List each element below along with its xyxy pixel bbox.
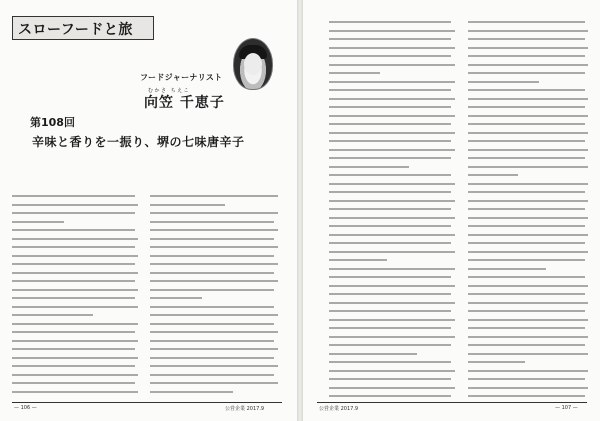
body-text-line (329, 395, 451, 397)
body-text-line (329, 183, 455, 185)
body-text-line (468, 140, 585, 142)
body-text-line (150, 391, 233, 393)
body-text-line (150, 348, 278, 350)
body-text-line (150, 238, 274, 240)
body-text-line (468, 370, 588, 372)
body-text-line (329, 208, 451, 210)
body-text-line (12, 280, 135, 282)
body-text-line (329, 191, 451, 193)
body-text-line (329, 132, 455, 134)
body-text-line (468, 395, 585, 397)
body-text-line (468, 166, 588, 168)
body-text-line (12, 306, 138, 308)
body-text-line (468, 106, 585, 108)
body-text-line (468, 319, 588, 321)
body-text-line (329, 302, 455, 304)
body-text-line (12, 221, 64, 223)
body-text-line (329, 217, 455, 219)
body-text-line (150, 221, 274, 223)
body-text-line (329, 200, 455, 202)
footer-rule-right (317, 402, 587, 403)
episode-number: 第108回 (30, 116, 75, 129)
body-text-line (329, 276, 451, 278)
body-text-line (329, 225, 451, 227)
body-text-line (12, 323, 138, 325)
body-text-line (468, 225, 585, 227)
body-text-line (329, 106, 451, 108)
body-text-line (468, 293, 585, 295)
body-text-line (468, 217, 588, 219)
body-text-line (468, 276, 585, 278)
left-page-number: — 106 — (14, 405, 37, 411)
body-text-line (329, 310, 451, 312)
body-text-line (12, 357, 138, 359)
body-text-line (12, 246, 135, 248)
body-text-line (150, 340, 274, 342)
body-text-line (150, 289, 274, 291)
body-text-line (329, 353, 417, 355)
body-text-line (329, 293, 451, 295)
series-title: スローフードと旅 (18, 22, 133, 38)
body-text-line (468, 200, 588, 202)
body-text-line (12, 204, 138, 206)
body-text-line (12, 212, 135, 214)
body-text-line (150, 280, 278, 282)
body-text-line (329, 140, 451, 142)
body-text-line (468, 387, 588, 389)
body-text-line (468, 378, 585, 380)
body-text-line (329, 149, 455, 151)
body-text-line (329, 47, 455, 49)
body-text-line (329, 285, 455, 287)
body-text-line (468, 234, 588, 236)
right-publication: 公営企業 2017.9 (319, 406, 359, 412)
body-text-line (150, 255, 274, 257)
body-text-line (12, 229, 135, 231)
body-text-line (329, 81, 455, 83)
author-name-ruby: むかさ ちえこ (148, 88, 191, 94)
body-text-line (329, 30, 455, 32)
body-text-line (150, 229, 278, 231)
body-text-line (468, 310, 585, 312)
body-text-line (150, 314, 278, 316)
body-text-line (150, 357, 274, 359)
body-text-line (468, 302, 588, 304)
body-text-line (329, 336, 455, 338)
body-text-line (329, 38, 451, 40)
body-text-line (468, 327, 585, 329)
body-text-line (468, 132, 588, 134)
body-text-line (329, 166, 409, 168)
body-text-line (468, 259, 585, 261)
body-text-line (150, 306, 274, 308)
body-text-line (468, 64, 588, 66)
series-header (12, 16, 154, 40)
body-text-line (468, 174, 518, 176)
body-text-line (468, 183, 588, 185)
body-text-line (150, 212, 278, 214)
body-text-line (329, 344, 451, 346)
body-text-line (12, 263, 135, 265)
body-text-line (329, 242, 451, 244)
body-text-line (12, 195, 135, 197)
body-text-line (329, 115, 455, 117)
body-text-line (468, 81, 539, 83)
footer-rule-left (12, 402, 282, 403)
body-text-line (150, 297, 202, 299)
body-text-line (150, 365, 278, 367)
author-role: フードジャーナリスト (140, 73, 223, 82)
body-text-line (329, 98, 455, 100)
body-text-line (468, 268, 546, 270)
body-text-line (329, 259, 387, 261)
body-text-line (468, 191, 585, 193)
body-text-line (329, 123, 451, 125)
body-text-line (468, 30, 588, 32)
body-text-line (12, 365, 135, 367)
body-text-line (12, 289, 138, 291)
body-text-line (329, 387, 455, 389)
body-text-line (12, 382, 135, 384)
left-page (0, 0, 297, 421)
body-text-line (468, 208, 585, 210)
right-page (303, 0, 600, 421)
body-text-line (468, 242, 585, 244)
body-text-line (468, 285, 588, 287)
body-text-line (150, 195, 278, 197)
author-name: 向笠 千恵子 (144, 95, 225, 111)
body-text-line (12, 340, 138, 342)
body-text-line (468, 149, 588, 151)
article-title: 辛味と香りを一振り、堺の七味唐辛子 (32, 135, 245, 149)
body-text-line (468, 157, 585, 159)
body-text-line (12, 255, 138, 257)
body-column-right-1 (329, 21, 456, 404)
body-text-line (329, 370, 455, 372)
body-text-line (150, 331, 278, 333)
body-text-line (468, 336, 588, 338)
body-text-line (329, 319, 455, 321)
body-text-line (468, 47, 588, 49)
body-text-line (329, 64, 455, 66)
body-text-line (468, 55, 585, 57)
body-text-line (468, 115, 588, 117)
body-text-line (468, 353, 588, 355)
body-text-line (150, 323, 274, 325)
body-text-line (468, 89, 585, 91)
body-text-line (12, 314, 93, 316)
body-text-line (329, 21, 451, 23)
body-text-line (468, 344, 585, 346)
body-text-line (12, 331, 135, 333)
body-text-line (150, 204, 225, 206)
body-text-line (150, 246, 278, 248)
left-publication: 公営企業 2017.9 (225, 406, 265, 412)
body-text-line (468, 361, 525, 363)
author-face (244, 53, 262, 75)
body-text-line (329, 268, 455, 270)
body-text-line (329, 174, 451, 176)
body-text-line (468, 123, 585, 125)
author-photo (233, 38, 273, 90)
body-column-left-1 (12, 195, 141, 399)
body-text-line (12, 391, 138, 393)
body-text-line (468, 38, 585, 40)
body-text-line (12, 272, 138, 274)
body-text-line (329, 72, 380, 74)
body-text-line (468, 251, 588, 253)
body-text-line (329, 378, 451, 380)
body-column-right-2 (468, 21, 592, 404)
body-column-left-2 (150, 195, 281, 399)
body-text-line (150, 272, 274, 274)
body-text-line (329, 327, 451, 329)
body-text-line (329, 361, 451, 363)
body-text-line (12, 238, 138, 240)
body-text-line (329, 251, 455, 253)
body-text-line (150, 263, 278, 265)
body-text-line (329, 234, 455, 236)
body-text-line (150, 382, 278, 384)
body-text-line (150, 374, 274, 376)
body-text-line (12, 348, 135, 350)
body-text-line (329, 55, 451, 57)
body-text-line (468, 72, 585, 74)
body-text-line (329, 157, 451, 159)
body-text-line (12, 374, 138, 376)
body-text-line (468, 98, 588, 100)
body-text-line (468, 21, 585, 23)
body-text-line (12, 297, 135, 299)
body-text-line (329, 89, 451, 91)
right-page-number: — 107 — (555, 405, 578, 411)
